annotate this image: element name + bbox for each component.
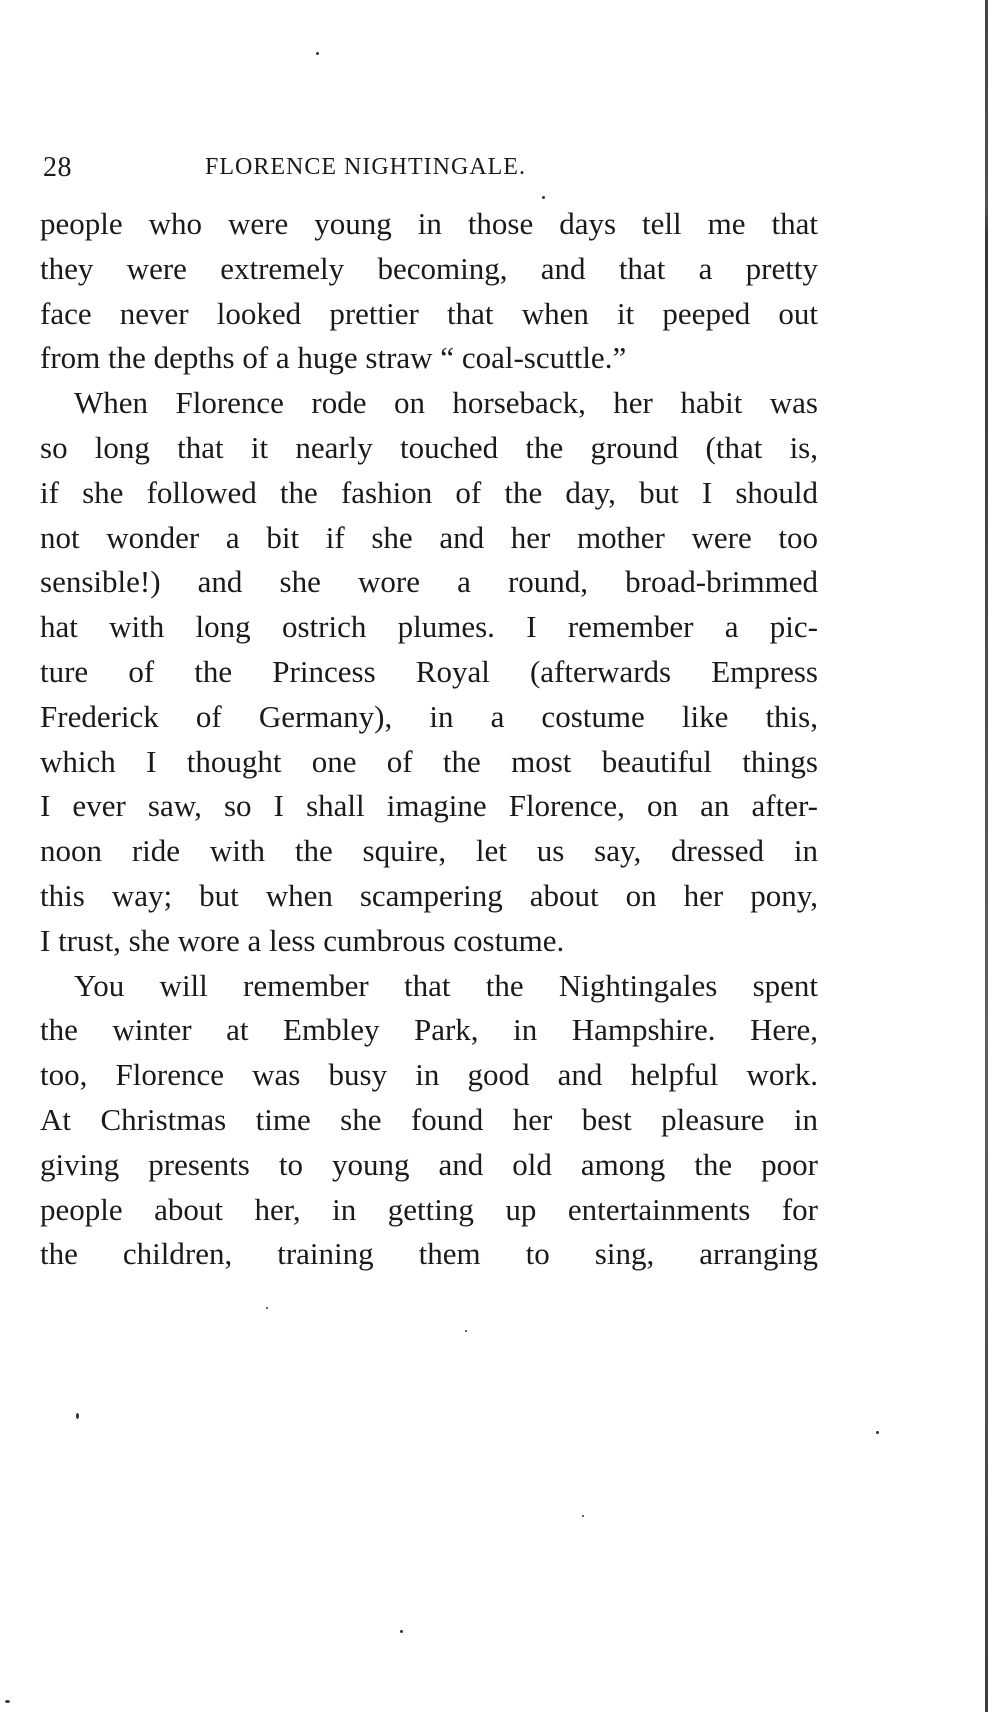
text-line: noon ride with the squire, let us say, dressed in	[40, 833, 818, 869]
running-title: FLORENCE NIGHTINGALE.	[205, 154, 526, 180]
scan-speck	[582, 1515, 584, 1517]
text-line: not wonder a bit if she and her mother were too	[40, 519, 818, 555]
paragraph-3	[40, 964, 818, 1278]
body-text	[40, 202, 818, 1277]
scan-speck	[465, 1330, 467, 1332]
scan-speck	[5, 1700, 10, 1703]
text-line: the children, training them to sing, arranging	[40, 1236, 818, 1272]
scan-speck	[316, 52, 319, 55]
scan-speck	[266, 1307, 268, 1309]
text-line: this way; but when scampering about on her pony,	[40, 877, 818, 913]
text-line: ture of the Princess Royal (afterwards Empress	[40, 653, 818, 689]
text-line: Frederick of Germany), in a costume like this,	[40, 698, 818, 734]
text-line: At Christmas time she found her best pleasure in	[40, 1101, 818, 1137]
text-line: hat with long ostrich plumes. I remember a pic-	[40, 609, 818, 645]
scan-speck	[76, 1413, 79, 1419]
scan-speck	[542, 196, 545, 199]
running-head	[43, 152, 823, 192]
page-number: 28	[43, 152, 72, 183]
paragraph-1	[40, 202, 818, 381]
paragraph-2	[40, 381, 818, 963]
text-line: the winter at Embley Park, in Hampshire. Here,	[40, 1012, 818, 1048]
text-line: people about her, in getting up entertainments for	[40, 1191, 818, 1227]
text-line: people who were young in those days tell me that	[40, 206, 818, 241]
text-line: face never looked prettier that when it peeped out	[40, 295, 818, 331]
text-line: they were extremely becoming, and that a pretty	[40, 250, 818, 286]
text-line: You will remember that the Nightingales spent	[74, 967, 818, 1003]
text-line: so long that it nearly touched the ground (that is,	[40, 429, 818, 465]
text-line: I ever saw, so I shall imagine Florence, on an after-	[40, 788, 818, 824]
text-line: I trust, she wore a less cumbrous costume.	[40, 922, 565, 958]
text-line: giving presents to young and old among the poor	[40, 1146, 818, 1182]
scan-speck	[400, 1630, 403, 1633]
text-line: When Florence rode on horseback, her habit was	[74, 385, 818, 421]
text-line: from the depths of a huge straw “ coal-scuttle.”	[40, 340, 627, 376]
text-line: which I thought one of the most beautiful things	[40, 743, 818, 779]
text-line: sensible!) and she wore a round, broad-brimmed	[40, 564, 818, 600]
text-line: if she followed the fashion of the day, but I should	[40, 474, 818, 510]
text-line: too, Florence was busy in good and helpful work.	[40, 1057, 818, 1093]
scan-speck	[876, 1431, 879, 1434]
scan-edge-line	[985, 0, 988, 1712]
